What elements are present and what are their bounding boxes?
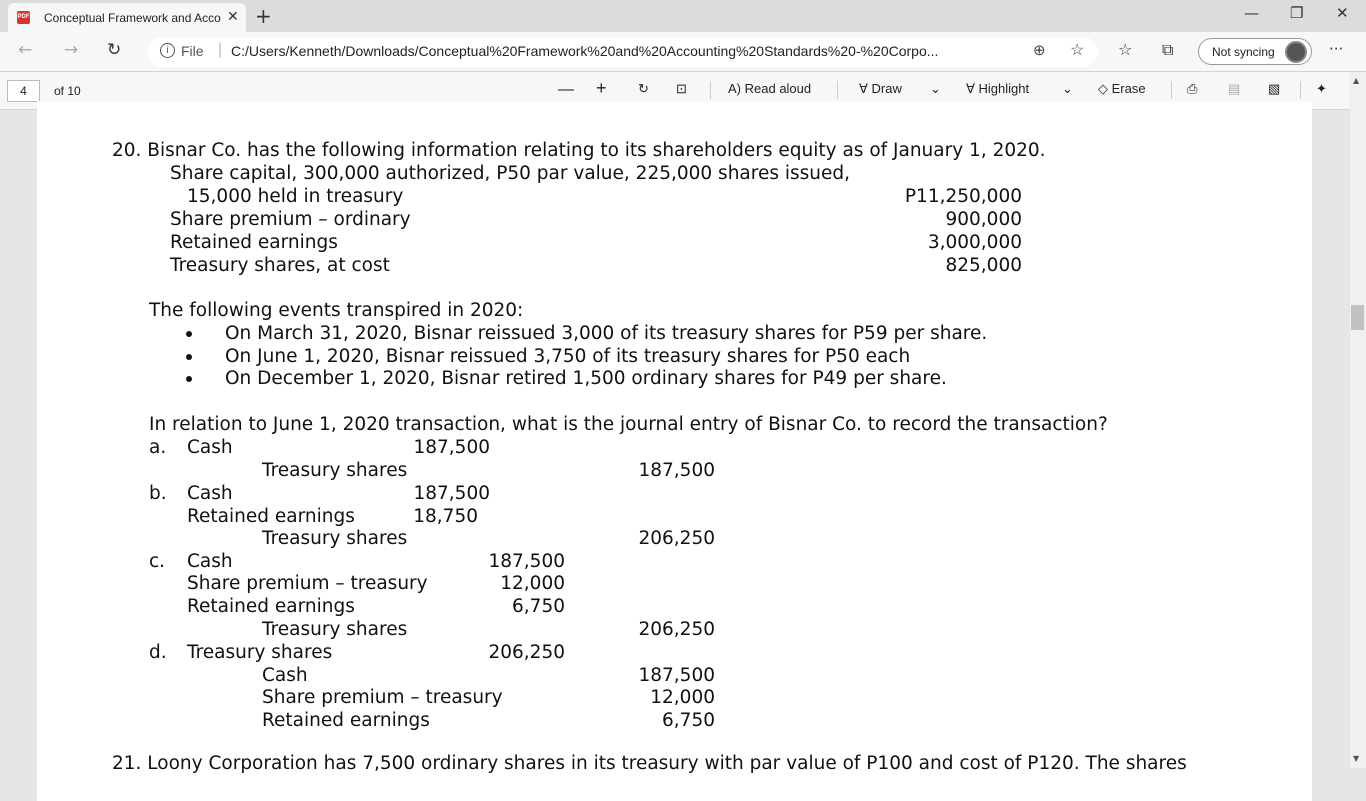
equity-item-amount: 900,000 (945, 209, 1022, 230)
favorites-icon[interactable]: ☆ (1118, 40, 1133, 59)
scrollbar-thumb[interactable] (1351, 305, 1364, 330)
bullet (186, 331, 192, 337)
close-tab-icon[interactable]: ✕ (227, 8, 239, 24)
events-intro: The following events transpired in 2020: (149, 300, 524, 321)
refresh-icon[interactable]: ↻ (107, 40, 122, 60)
zoom-icon[interactable]: ⊕ (1033, 42, 1046, 59)
toolbar-divider (1171, 81, 1172, 99)
collections-icon[interactable]: ⧉ (1162, 40, 1174, 59)
entry-credit: 12,000 (650, 687, 715, 708)
read-aloud-label: Read aloud (744, 81, 812, 96)
back-icon[interactable]: ← (18, 40, 33, 60)
print-icon[interactable]: ⎙ (1187, 81, 1198, 96)
pdf-icon: PDF (17, 11, 30, 24)
url-text[interactable]: C:/Users/Kenneth/Downloads/Conceptual%20Framework%20and%20Accounting%20Standards%20-%20Corpo... (231, 43, 939, 59)
zoom-in-icon[interactable]: + (596, 78, 607, 98)
entry-credit: 187,500 (638, 665, 715, 686)
equity-item-amount: 3,000,000 (927, 232, 1022, 253)
question-prompt: In relation to June 1, 2020 transaction, what is the journal entry of Bisnar Co. to record the transaction? (149, 414, 1108, 435)
entry-debit: 12,000 (500, 573, 565, 594)
zoom-out-icon[interactable]: — (558, 81, 574, 98)
sync-label: Not syncing (1212, 45, 1275, 59)
entry-account: Cash (187, 551, 233, 572)
event-item: On December 1, 2020, Bisnar retired 1,500 ordinary shares for P49 per share. (225, 368, 947, 389)
entry-account: Cash (187, 437, 233, 458)
entry-credit: 187,500 (638, 460, 715, 481)
save-as-icon[interactable]: ▧ (1268, 81, 1281, 96)
entry-account: Retained earnings (262, 710, 430, 731)
page-number-input[interactable]: 4 (7, 80, 40, 102)
avatar (1285, 41, 1307, 63)
toolbar-divider (837, 81, 838, 99)
sync-button[interactable] (1198, 38, 1312, 65)
scroll-down-icon[interactable]: ▼ (1353, 754, 1360, 763)
erase-button[interactable] (1098, 81, 1146, 97)
option-letter: c. (149, 551, 166, 572)
entry-debit: 6,750 (512, 596, 565, 617)
minimize-icon[interactable]: — (1244, 4, 1259, 22)
eraser-icon: ◇ (1098, 81, 1108, 96)
restore-icon[interactable]: ❐ (1290, 4, 1304, 22)
question-text: 20. Bisnar Co. has the following information relating to its shareholders equity as of January 1, 2020. (112, 140, 1046, 161)
more-options-icon[interactable]: ··· (1329, 40, 1344, 58)
highlight-label: Highlight (978, 81, 1030, 96)
highlight-button[interactable] (966, 81, 1029, 97)
event-item: On March 31, 2020, Bisnar reissued 3,000 of its treasury shares for P59 per share. (225, 323, 988, 344)
close-window-icon[interactable]: ✕ (1336, 4, 1349, 22)
equity-item-amount: 825,000 (945, 255, 1022, 276)
entry-account: Treasury shares (262, 528, 408, 549)
entry-account: Treasury shares (187, 642, 333, 663)
entry-account: Share premium – treasury (187, 573, 428, 594)
save-icon[interactable]: ▤ (1228, 81, 1241, 96)
scroll-up-icon[interactable]: ▲ (1353, 76, 1360, 85)
erase-label: Erase (1111, 81, 1146, 96)
option-letter: b. (149, 483, 167, 504)
next-question-text: 21. Loony Corporation has 7,500 ordinary shares in its treasury with par value of P100 and cost of P120. The shares (112, 753, 1187, 774)
new-tab-icon[interactable]: + (255, 4, 272, 28)
entry-account: Cash (187, 483, 233, 504)
tab-title: Conceptual Framework and Acco (44, 11, 221, 25)
entry-credit: 206,250 (638, 619, 715, 640)
equity-item-label: Share premium – ordinary (170, 209, 411, 230)
draw-icon: ∀ (859, 81, 868, 96)
entry-debit: 187,500 (413, 437, 490, 458)
toolbar-divider (710, 81, 711, 99)
read-aloud-icon: A (728, 81, 737, 96)
vertical-scrollbar[interactable] (1350, 72, 1366, 768)
address-scheme-label: File (181, 43, 204, 59)
tab-strip (0, 0, 1366, 32)
info-icon[interactable]: i (160, 43, 175, 58)
document-viewport[interactable] (0, 111, 1350, 774)
entry-account: Retained earnings (187, 506, 355, 527)
draw-label: Draw (871, 81, 902, 96)
toolbar-divider (1300, 81, 1301, 99)
highlight-dropdown-chevron-icon[interactable]: ⌄ (1062, 81, 1073, 96)
pdf-page (37, 101, 1312, 801)
favorite-star-icon[interactable]: ☆ (1070, 42, 1085, 59)
read-aloud-button[interactable]: A) Read aloud (728, 81, 812, 96)
draw-dropdown-chevron-icon[interactable]: ⌄ (930, 81, 941, 96)
rotate-icon[interactable]: ↻ (638, 81, 649, 96)
entry-debit: 206,250 (488, 642, 565, 663)
page-total: of 10 (54, 84, 81, 98)
entry-account: Share premium – treasury (262, 687, 503, 708)
equity-item-amount: P11,250,000 (904, 186, 1022, 207)
pin-toolbar-icon[interactable]: ✦ (1316, 81, 1327, 96)
option-letter: a. (149, 437, 167, 458)
address-bar[interactable] (148, 37, 1098, 67)
equity-item-label-cont: 15,000 held in treasury (187, 186, 404, 207)
bullet (186, 354, 192, 360)
draw-button[interactable] (859, 81, 902, 97)
entry-credit: 6,750 (662, 710, 715, 731)
forward-icon[interactable]: → (64, 40, 79, 60)
entry-account: Retained earnings (187, 596, 355, 617)
equity-item-label: Retained earnings (170, 232, 338, 253)
entry-debit: 187,500 (413, 483, 490, 504)
equity-item-label: Treasury shares, at cost (170, 255, 390, 276)
bullet (186, 376, 192, 382)
option-letter: d. (149, 642, 167, 663)
entry-credit: 206,250 (638, 528, 715, 549)
fit-page-icon[interactable]: ⊡ (676, 81, 687, 96)
highlight-icon: ∀ (966, 81, 975, 96)
browser-tab[interactable] (8, 3, 246, 32)
entry-account: Treasury shares (262, 619, 408, 640)
entry-account: Cash (262, 665, 308, 686)
address-divider: | (218, 41, 223, 58)
entry-debit: 187,500 (488, 551, 565, 572)
event-item: On June 1, 2020, Bisnar reissued 3,750 of its treasury shares for P50 each (225, 346, 911, 367)
entry-account: Treasury shares (262, 460, 408, 481)
equity-item-label: Share capital, 300,000 authorized, P50 par value, 225,000 shares issued, (170, 163, 851, 184)
entry-debit: 18,750 (413, 506, 478, 527)
